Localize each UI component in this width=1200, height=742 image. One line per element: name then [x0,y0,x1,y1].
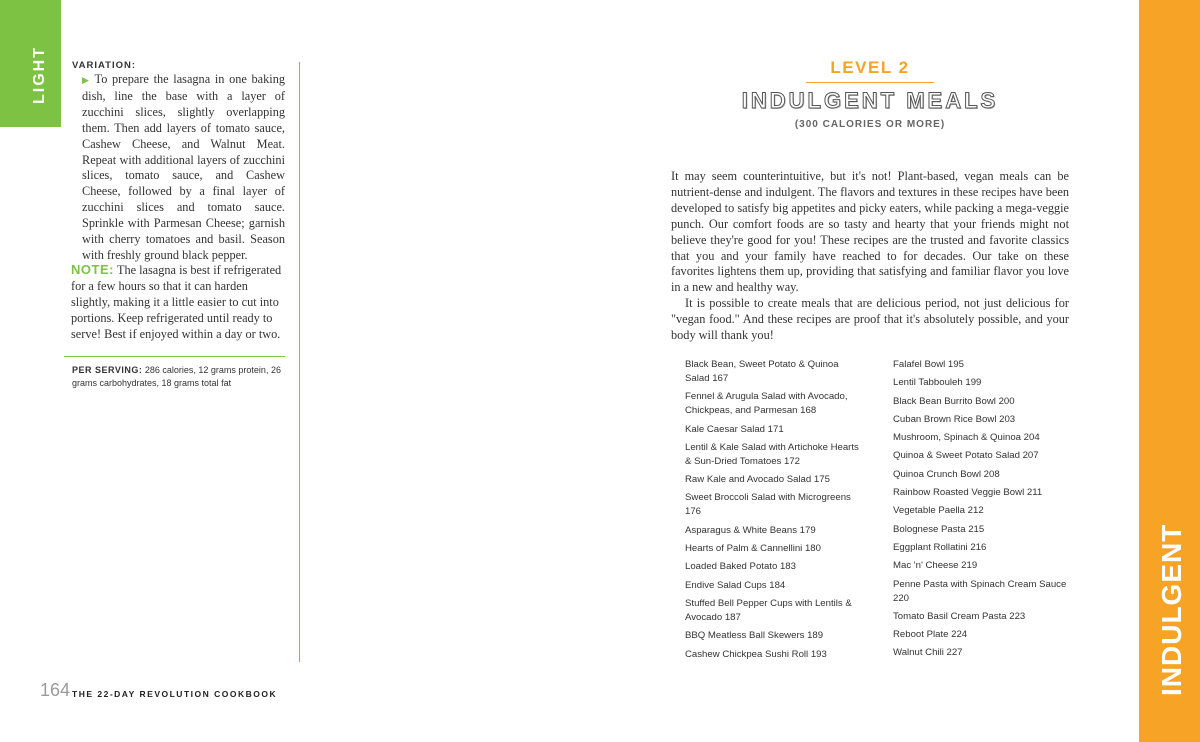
variation-heading: VARIATION: [72,60,137,71]
level-heading: LEVEL 2 [830,58,910,77]
recipe-item: Loaded Baked Potato 183 [685,561,796,573]
recipe-item: Bolognese Pasta 215 [893,523,985,535]
recipe-item: Walnut Chili 227 [893,647,963,659]
recipe-item: Quinoa Crunch Bowl 208 [893,468,1000,480]
per-serving-label: PER SERVING: [72,365,143,375]
per-serving-block [72,364,288,390]
recipe-item: Eggplant Rollatini 216 [893,541,987,553]
page-number: 164 [40,680,71,700]
level-underline [806,82,934,83]
section-subtitle: (300 CALORIES OR MORE) [794,119,946,130]
note-text: The lasagna is best if refrigerated for a few hours so that it can harden slightly, making it a little easier to cut into portions. Keep refrigerated until ready to serve! Best if enjoyed within a day or two. [71,263,282,341]
recipe-item: Quinoa & Sweet Potato Salad 207 [893,450,1039,462]
triangle-bullet-icon: ▶ [82,75,91,85]
variation-text-block [82,72,285,264]
note-label: NOTE: [71,262,114,277]
recipe-item: Endive Salad Cups 184 [685,579,786,591]
recipe-item: Falafel Bowl 195 [893,359,964,370]
recipe-item: Black Bean, Sweet Potato & Quinoa Salad 167 [685,359,839,384]
recipe-item: Sweet Broccoli Salad with Microgreens 176 [685,492,851,518]
variation-text: To prepare the lasagna in one baking dish, line the base with a layer of zucchini slices, slightly overlapping them. Then add layers of tomato sauce, Cashew Cheese, and Walnut Meat. Repeat with additional layers of zucchini slices, tomato sauce, and Cashew Cheese, followed by a final layer of zucchini slices and tomato sauce. Sprinkle with Parmesan Cheese; garnish with cherry tomatoes and basil. Season with freshly ground black pepper. [82,72,286,262]
recipe-list-left [685,358,860,666]
recipe-item: Mushroom, Spinach & Quinoa 204 [893,432,1040,444]
recipe-item: BBQ Meatless Ball Skewers 189 [685,630,824,642]
recipe-item: Kale Caesar Salad 171 [685,423,784,435]
recipe-item: Asparagus & White Beans 179 [685,524,816,536]
intro-paragraph: It may seem counterintuitive, but it's not! Plant-based, vegan meals can be nutrient-dense and indulgent. The flavors and textures in these recipes have been developed to satisfy big appetites and picky eaters, while packing a mega-veggie punch. Our comfort foods are so tasty and hearty that your friends might not believe they're good for you! These recipes are the trusted and favorite classics that you and your family have reached to for decades. Our take on these favorites lightens them up, providing that satisfying and familiar flavor you love in a new and healthy way. [671,169,1069,295]
intro-paragraph: It is possible to create meals that are delicious period, not just delicious for "vegan food." And these recipes are proof that it's absolutely possible, and your body will thank you! [671,296,1069,343]
recipe-item: Fennel & Arugula Salad with Avocado, Chickpeas, and Parmesan 168 [685,391,848,417]
recipe-item: Cashew Chickpea Sushi Roll 193 [685,648,827,660]
per-serving-text: 286 calories, 12 grams protein, 26 grams carbohydrates, 18 grams total fat [72,365,281,388]
recipe-item: Lentil Tabbouleh 199 [893,377,982,389]
intro-text [671,169,1069,344]
recipe-item: Mac 'n' Cheese 219 [893,560,978,572]
book-title: THE 22-DAY REVOLUTION COOKBOOK [72,689,278,699]
recipe-item: Vegetable Paella 212 [893,505,984,517]
recipe-item: Tomato Basil Cream Pasta 223 [893,610,1026,622]
recipe-item: Stuffed Bell Pepper Cups with Lentils & Avocado 187 [685,597,852,623]
recipe-list-right [893,358,1068,665]
section-title: INDULGENT MEALS [741,88,999,113]
recipe-item: Hearts of Palm & Cannellini 180 [685,543,821,555]
recipe-item: Penne Pasta with Spinach Cream Sauce 220 [893,578,1067,604]
light-tab [0,0,61,127]
recipe-item: Rainbow Roasted Veggie Bowl 211 [893,487,1043,499]
recipe-item: Lentil & Kale Salad with Artichoke Hearts & Sun-Dried Tomatoes 172 [685,441,859,467]
recipe-item: Cuban Brown Rice Bowl 203 [893,413,1016,425]
note-block [71,262,287,343]
column-divider [299,62,300,662]
recipe-item: Reboot Plate 224 [893,629,968,641]
recipe-item: Raw Kale and Avocado Salad 175 [685,474,830,486]
indulgent-side-band [1139,0,1200,742]
indulgent-side-label: INDULGENT [1156,523,1187,696]
light-tab-label: LIGHT [31,46,48,104]
serving-divider [64,356,285,357]
recipe-item: Black Bean Burrito Bowl 200 [893,395,1015,407]
